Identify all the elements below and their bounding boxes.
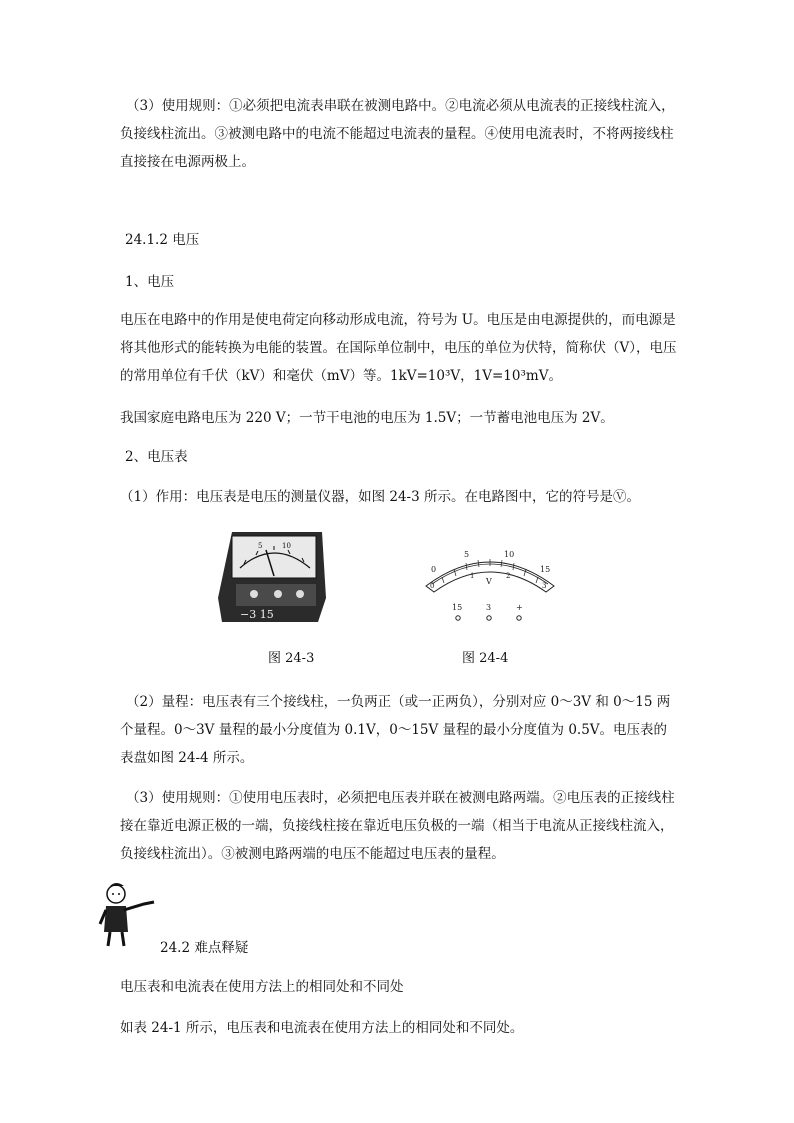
voltmeter-function: （1）作用：电压表是电压的测量仪器，如图 24-3 所示。在电路图中，它的符号是Ⓥ。 [120, 489, 640, 505]
outer-scale-10: 10 [504, 550, 515, 559]
dial-unit: V [486, 577, 492, 586]
usage-rules-ammeter: （3）使用规则：①必须把电流表串联在被测电路中。②电流必须从电流表的正接线柱流入，负接线柱流出。③被测电路中的电流不能超过电流表的量程。④使用电流表时，不将两接线柱直接接在电源两极上。 [120, 98, 675, 170]
section-heading-difficulties: 24.2 难点释疑 [160, 940, 249, 956]
usage-rules-voltmeter: （3）使用规则：①使用电压表时，必须把电压表并联在被测电路两端。②电压表的正接线柱接在靠近电源正极的一端，负接线柱接在靠近电压负极的一端（相当于电流从正接线柱流入，负接线柱流出）。③被测电路两端的电压不能超过电压表的量程。 [120, 790, 675, 862]
comparison-intro: 如表 24-1 所示，电压表和电流表在使用方法上的相同处和不同处。 [120, 1020, 524, 1036]
inner-scale-3: 3 [542, 582, 547, 590]
terminal-label-plus: + [516, 603, 523, 612]
figure-caption-24-3: 图 24-3 [268, 651, 315, 666]
inner-scale-1: 1 [470, 572, 475, 580]
voltmeter-device-figure [218, 528, 330, 626]
terminal-label-15: 15 [452, 603, 463, 612]
dial-tick-5: 5 [258, 542, 263, 550]
inner-scale-2: 2 [506, 572, 511, 580]
comparison-title: 电压表和电流表在使用方法上的相同处和不同处 [120, 979, 404, 995]
terminal-label-3: 3 [486, 603, 492, 612]
outer-scale-0: 0 [431, 565, 437, 574]
outer-scale-15: 15 [540, 565, 551, 574]
voltage-definition: 电压在电路中的作用是使电荷定向移动形成电流，符号为 U。电压是由电源提供的，而电源是将其他形式的能转换为电能的装置。在国际单位制中，电压的单位为伏特，简称伏（V），电压的常用单位有千伏（kV）和毫伏（mV）等。1kV=10³V，1V=10³mV。 [120, 312, 677, 384]
dial-tick-10: 10 [282, 542, 291, 550]
voltmeter-range: （2）量程：电压表有三个接线柱，一负两正（或一正两负），分别对应 0～3V 和 0～15 两个量程。0～3V 量程的最小分度值为 0.1V，0～15V 量程的最小分度值为 0.5V。电压表的表盘如图 24-4 所示。 [120, 694, 671, 766]
device-terminal-labels: −3 15 [240, 608, 274, 621]
outer-scale-5: 5 [464, 550, 470, 559]
inner-scale-0: 0 [430, 582, 435, 590]
subheading-voltage: 1、电压 [125, 274, 175, 290]
figure-caption-24-4: 图 24-4 [462, 651, 509, 666]
section-heading-voltage: 24.1.2 电压 [125, 232, 200, 248]
pointing-person-illustration [96, 880, 160, 948]
voltmeter-dial-figure [422, 538, 558, 626]
voltage-examples: 我国家庭电路电压为 220 V；一节干电池的电压为 1.5V；一节蓄电池电压为 2V。 [120, 410, 614, 426]
subheading-voltmeter: 2、电压表 [125, 449, 188, 465]
